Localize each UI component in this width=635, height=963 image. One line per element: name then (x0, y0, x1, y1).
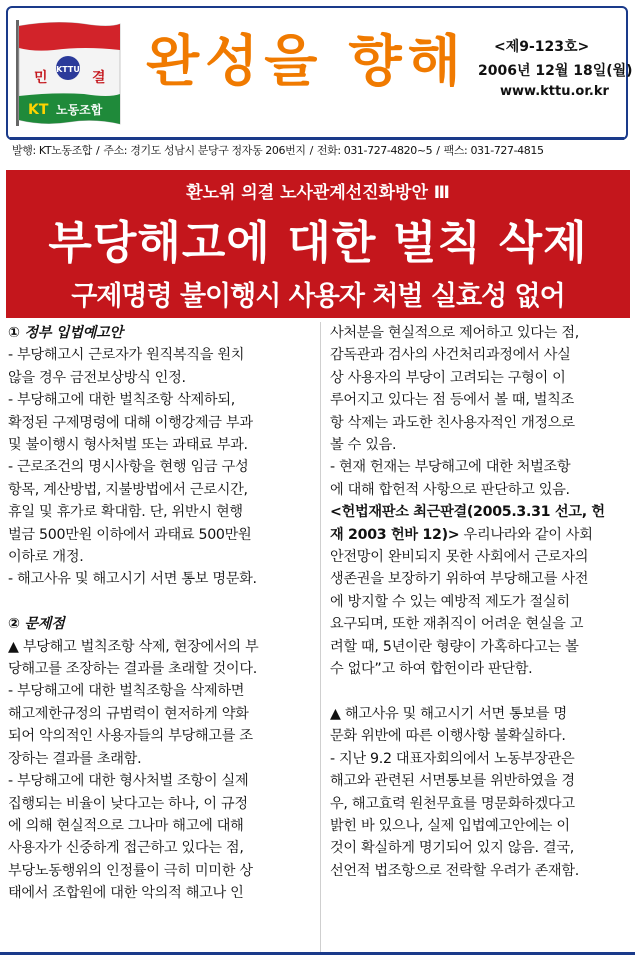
address: 주소: 경기도 성남시 분당구 정자동 206번지 (103, 144, 306, 157)
masthead-rule (10, 137, 624, 140)
text-line: ▲ 부당해고 벌칙조항 삭제, 현장에서의 부 (8, 638, 259, 655)
text-line: 것이 확실하게 명기되어 있지 않음. 결국, (330, 840, 574, 857)
text-line: 우, 해고효력 원천무효를 명문화하겠다고 (330, 795, 575, 812)
text-line: - 근로조건의 명시사항을 현행 임금 구성 (8, 459, 249, 476)
text-line: 이하로 개정. (8, 549, 84, 566)
text-line: 선언적 법조항으로 전락할 우려가 존재함. (330, 862, 579, 879)
text-line: - 지난 9.2 대표자회의에서 노동부장관은 (330, 750, 575, 767)
text-line: 볼 수 있음. (330, 437, 397, 454)
text-line: 및 불이행시 형사처벌 또는 과태료 부과. (8, 437, 248, 454)
text-line: 에 의해 현실적으로 그나마 해고에 대해 (8, 817, 244, 834)
left-column (8, 322, 314, 905)
text-line: 부당노동행위의 인정률이 극히 미미한 상 (8, 862, 253, 879)
paragraph-spacer (330, 681, 630, 703)
text-line: 사용자가 신중하게 접근하고 있다는 점, (8, 840, 244, 857)
text-line: 해고제한규정의 규범력이 현저하게 약화 (8, 705, 249, 722)
website-url[interactable]: www.kttu.or.kr (500, 84, 609, 99)
banner-subtitle: 환노위 의결 노사관계선진화방안 Ⅲ (186, 183, 450, 203)
text-line: 려할 때, 5년이란 형량이 가혹하다고는 볼 (330, 638, 579, 655)
issue-number: <제9-123호> (494, 39, 590, 55)
publisher-info: 발행: KT노동조합 / 주소: 경기도 성남시 분당구 정자동 206번지 / 전화: 031-727-4820~5 / 팩스: 031-727-4815 (12, 144, 544, 157)
text-line: 되어 악의적인 사용자들의 부당해고를 조 (8, 728, 253, 745)
citation-bold: <헌법재판소 최근판결(2005.3.31 선고, 헌 (330, 504, 605, 521)
text-line: - 부당해고에 대한 형사처벌 조항이 실제 (8, 773, 249, 790)
text-line: ▲ 해고사유 및 해고시기 서면 통보를 명 (330, 705, 567, 722)
banner-headline: 부당해고에 대한 벌칙 삭제 (48, 216, 588, 269)
text-line: 항목, 계산방법, 지불방법에서 근로시간, (8, 481, 248, 498)
text-line: 해고와 관련된 서면통보를 위반하였을 경 (330, 773, 575, 790)
text-line: 생존권을 보장하기 위하여 부당해고를 사전 (330, 571, 589, 588)
text-line: 벌금 500만원 이하에서 과태료 500만원 (8, 526, 252, 543)
citation-bold: 재 2003 헌바 12)> (330, 526, 460, 543)
paragraph-spacer (8, 591, 314, 613)
publish-date: 2006년 12월 18일(월) (478, 63, 633, 79)
text-line: 휴일 및 휴가로 확대함. 단, 위반시 현행 (8, 504, 243, 521)
citation-rest: 우리나라와 같이 사회 (459, 526, 593, 543)
text-line: 당해고를 조장하는 결과를 초래할 것이다. (8, 661, 257, 678)
fax: 팩스: 031-727-4815 (443, 144, 544, 157)
flag-kt-text: KT (28, 102, 49, 118)
union-flag-logo (14, 20, 122, 126)
text-line: - 부당해고에 대한 벌칙조항을 삭제하면 (8, 683, 245, 700)
flag-char-left: 민 (34, 70, 48, 86)
text-line: 집행되는 비율이 낮다고는 하나, 이 규정 (8, 795, 248, 812)
text-line: 장하는 결과를 초래함. (8, 750, 142, 767)
right-column (330, 322, 630, 882)
headline-banner (6, 170, 630, 318)
text-line: 문화 위반에 따른 이행사항 불확실하다. (330, 728, 566, 745)
text-line: 수 없다”고 하여 합헌이라 판단함. (330, 661, 533, 678)
text-line: 확정된 구제명령에 대해 이행강제금 부과 (8, 414, 253, 431)
text-line: - 해고사유 및 해고시기 서면 통보 명문화. (8, 571, 257, 588)
flag-union-text: 노동조합 (56, 103, 103, 117)
flag-char-right: 결 (92, 70, 106, 86)
text-line: - 현재 헌재는 부당해고에 대한 처벌조항 (330, 459, 571, 476)
text-line: 요구되며, 또한 재취직이 어려운 현실을 고 (330, 616, 584, 633)
text-line: 감독관과 검사의 사건처리과정에서 사실 (330, 347, 571, 364)
text-line: 태에서 조합원에 대한 악의적 해고나 인 (8, 885, 244, 902)
text-line (330, 501, 630, 523)
flag-badge-text: KTTU (56, 65, 80, 74)
text-line: 않을 경우 금전보상방식 인정. (8, 369, 186, 386)
text-line: - 부당해고에 대한 벌칙조항 삭제하되, (8, 392, 235, 409)
text-line (330, 524, 630, 546)
footer-rule (0, 952, 635, 955)
text-line: 안전망이 완비되지 못한 사회에서 근로자의 (330, 549, 589, 566)
phone: 전화: 031-727-4820~5 (316, 144, 433, 157)
text-line: 밝힌 바 있으나, 실제 입법예고안에는 이 (330, 817, 570, 834)
publisher: 발행: KT노동조합 (12, 144, 93, 157)
newsletter-title: 완성을 향해 (146, 29, 467, 93)
text-line: 에 방지할 수 있는 예방적 제도가 절실히 (330, 593, 570, 610)
text-line: 항 삭제는 과도한 친사용자적인 개정으로 (330, 414, 575, 431)
text-line: 에 대해 합헌적 사항으로 판단하고 있음. (330, 481, 570, 498)
column-divider (320, 322, 321, 952)
text-line: 루어지고 있다는 점 등에서 볼 때, 벌칙조 (330, 392, 574, 409)
section-heading: ① 정부 입법예고안 (8, 325, 123, 341)
text-line: - 부당해고시 근로자가 원직복직을 원치 (8, 347, 245, 364)
text-line: 사처분을 현실적으로 제어하고 있다는 점, (330, 325, 579, 341)
section-heading: ② 문제점 (8, 616, 65, 633)
text-line: 상 사용자의 부당이 고려되는 구형이 이 (330, 369, 566, 386)
banner-subheadline: 구제명령 불이행시 사용자 처벌 실효성 없어 (71, 281, 565, 312)
